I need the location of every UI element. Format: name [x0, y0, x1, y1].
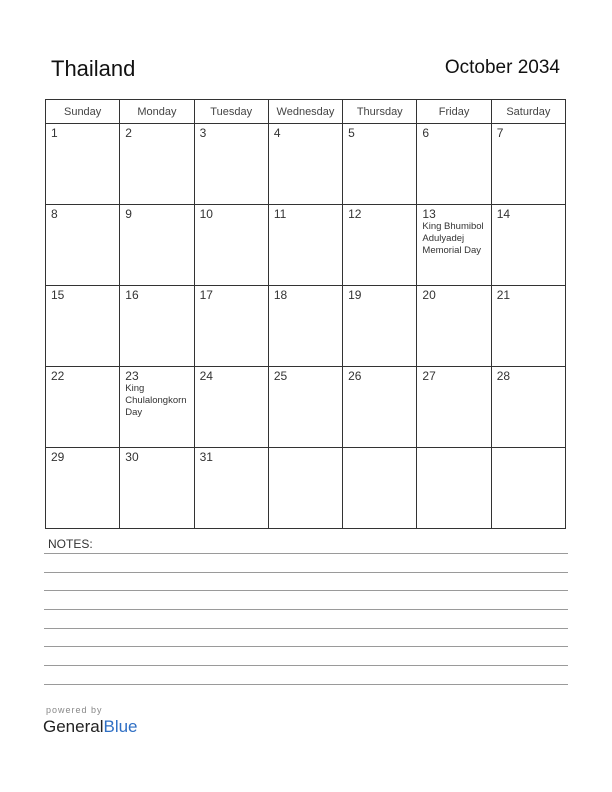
day-number: 1 [51, 126, 58, 140]
weekday-header: Saturday [491, 100, 565, 124]
day-cell [46, 205, 120, 286]
day-cell [417, 448, 491, 529]
day-number: 30 [125, 450, 139, 464]
day-number: 27 [422, 369, 436, 383]
day-number: 4 [273, 126, 281, 140]
day-cell [268, 124, 342, 205]
day-number: 28 [496, 369, 511, 383]
weekday-header: Sunday [46, 100, 120, 124]
powered-by-text: powered by [46, 705, 103, 715]
holiday-label: King Bhumibol Adulyadej Memorial Day [422, 221, 484, 256]
notes-line [44, 684, 568, 685]
day-cell [343, 205, 417, 286]
day-cell [491, 448, 565, 529]
day-cell [120, 286, 194, 367]
day-cell [46, 286, 120, 367]
day-number: 3 [199, 126, 207, 140]
day-cell [268, 448, 342, 529]
day-number: 15 [51, 288, 65, 302]
day-cell [46, 367, 120, 448]
day-cell [343, 286, 417, 367]
holiday-label: King Chulalongkorn Day [125, 383, 187, 418]
day-number: 9 [125, 207, 132, 221]
day-number: 19 [348, 288, 362, 302]
day-cell [194, 367, 268, 448]
notes-line [44, 572, 568, 573]
day-number: 18 [273, 288, 288, 302]
weekday-header: Tuesday [194, 100, 268, 124]
notes-label: NOTES: [48, 537, 93, 551]
notes-line [44, 646, 568, 647]
day-cell [268, 205, 342, 286]
weekday-header: Wednesday [268, 100, 342, 124]
day-number: 11 [273, 207, 287, 221]
brand-general: General [43, 717, 104, 736]
calendar-grid [45, 99, 566, 529]
day-cell [343, 367, 417, 448]
day-cell [417, 124, 491, 205]
day-cell [194, 448, 268, 529]
weekday-header: Thursday [343, 100, 417, 124]
week-row [46, 205, 566, 286]
notes-line [44, 609, 568, 610]
day-number: 22 [51, 369, 65, 383]
day-number: 16 [125, 288, 139, 302]
day-cell [268, 286, 342, 367]
day-number: 21 [496, 288, 511, 302]
day-number: 6 [422, 126, 430, 140]
day-number: 23 [125, 369, 139, 383]
day-cell [491, 286, 565, 367]
day-number: 2 [125, 126, 132, 140]
weekday-header: Friday [417, 100, 491, 124]
notes-line [44, 590, 568, 591]
week-row [46, 367, 566, 448]
notes-line [44, 553, 568, 554]
day-cell [120, 124, 194, 205]
day-number: 12 [348, 207, 362, 221]
day-cell [46, 448, 120, 529]
day-cell [120, 367, 194, 448]
day-cell [491, 367, 565, 448]
day-number: 26 [348, 369, 362, 383]
day-number: 5 [348, 126, 355, 140]
day-number: 10 [199, 207, 213, 221]
day-number: 29 [51, 450, 65, 464]
day-number: 31 [199, 450, 213, 464]
day-number: 7 [496, 126, 504, 140]
notes-line [44, 628, 568, 629]
day-cell [343, 448, 417, 529]
notes-line [44, 665, 568, 666]
day-cell [268, 367, 342, 448]
day-cell [343, 124, 417, 205]
day-cell [194, 286, 268, 367]
day-cell [194, 124, 268, 205]
day-number: 13 [422, 207, 436, 221]
country-title: Thailand [51, 56, 136, 81]
weekday-header-row [46, 100, 566, 124]
week-row [46, 124, 566, 205]
day-cell [120, 205, 194, 286]
day-cell [46, 124, 120, 205]
day-number: 24 [199, 369, 213, 383]
day-cell [417, 286, 491, 367]
day-cell [194, 205, 268, 286]
day-cell [491, 205, 565, 286]
week-row [46, 448, 566, 529]
day-cell [417, 367, 491, 448]
day-cell [120, 448, 194, 529]
day-cell [491, 124, 565, 205]
day-number: 17 [199, 288, 213, 302]
month-year-title: October 2034 [444, 57, 560, 78]
day-number: 14 [496, 207, 511, 221]
day-number: 25 [273, 369, 288, 383]
weekday-header: Monday [120, 100, 194, 124]
generalblue-logo[interactable] [43, 717, 138, 737]
day-number: 20 [422, 288, 436, 302]
brand-blue: Blue [103, 717, 138, 736]
day-number: 8 [51, 207, 58, 221]
week-row [46, 286, 566, 367]
day-cell [417, 205, 491, 286]
